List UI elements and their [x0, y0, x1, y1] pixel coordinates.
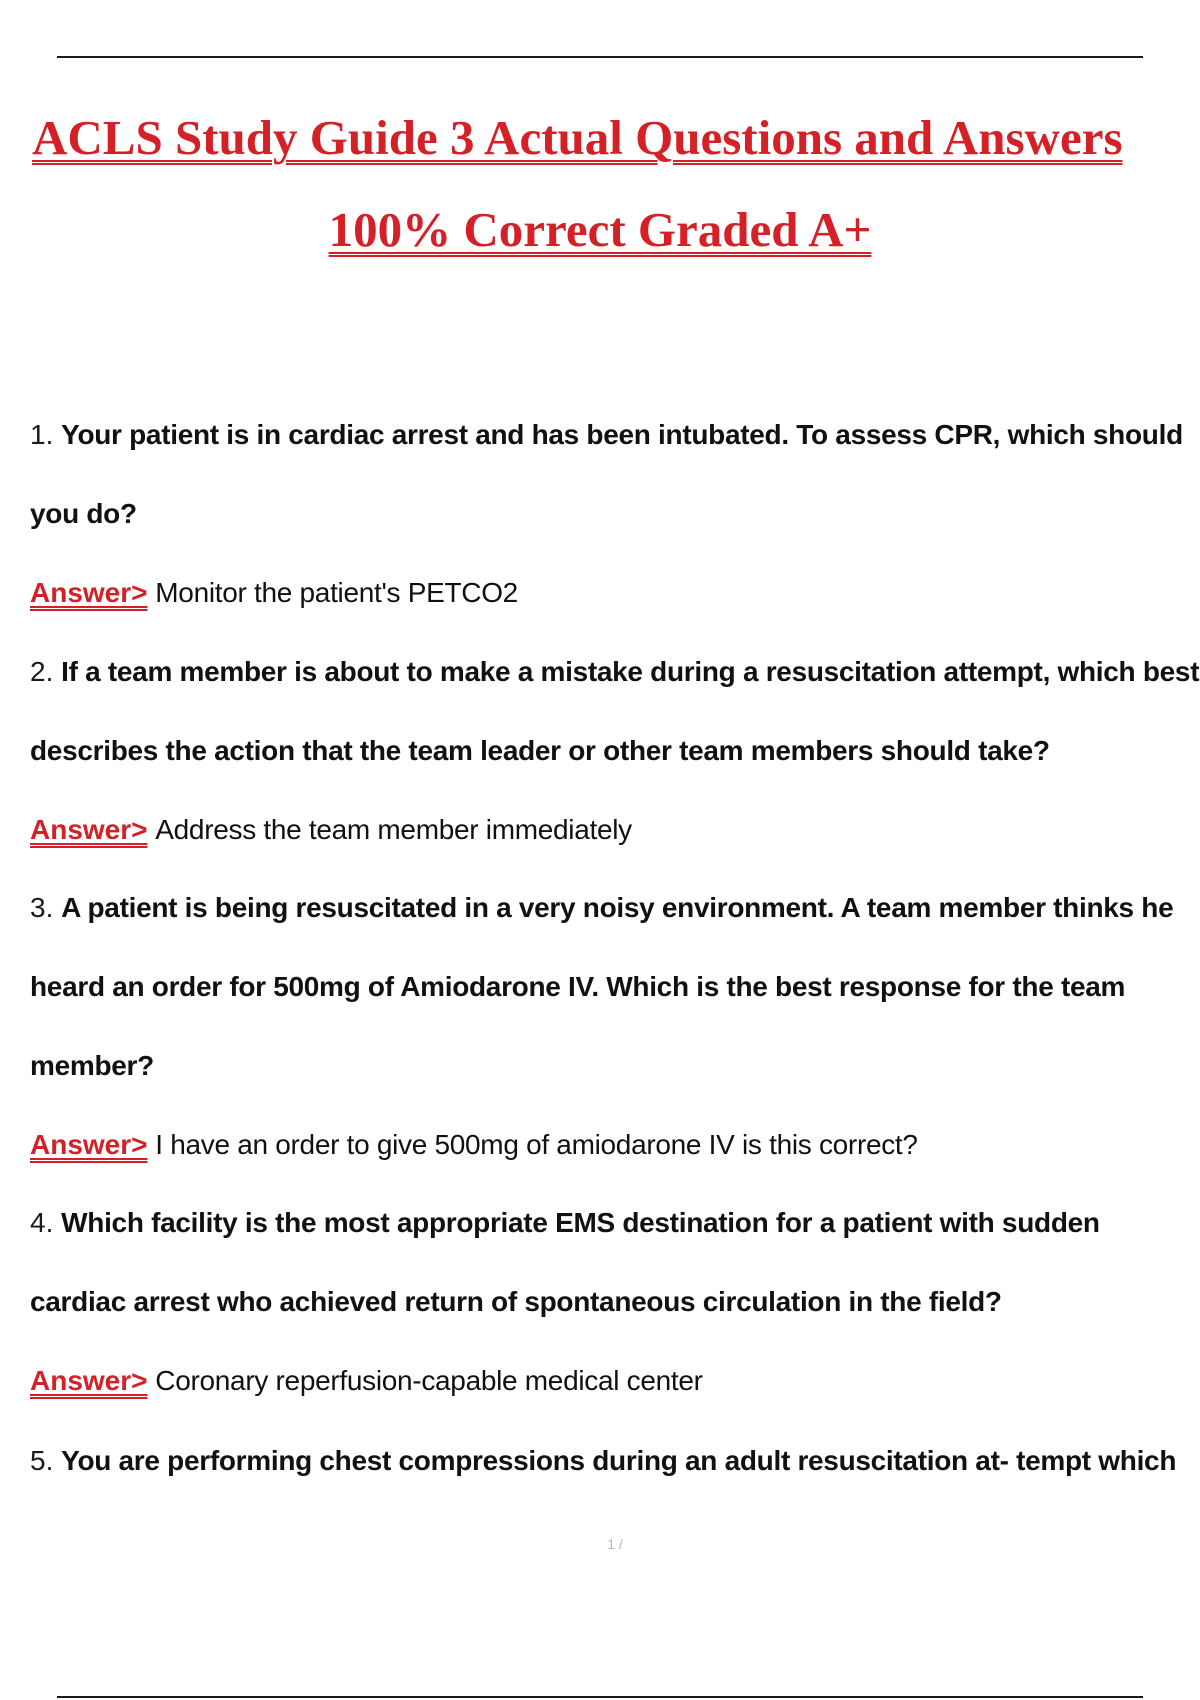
question-number: 3.	[30, 892, 54, 923]
answer-text: Monitor the patient's PETCO2	[155, 577, 518, 608]
question-1	[30, 395, 1200, 632]
bottom-rule	[57, 1696, 1143, 1698]
answer-text: I have an order to give 500mg of amiodarone IV is this correct?	[155, 1129, 918, 1160]
question-line: Your patient is in cardiac arrest and has been intubated. To assess CPR, which should	[61, 419, 1183, 450]
answer-label: Answer>	[30, 577, 148, 608]
question-text	[30, 868, 1200, 947]
question-line: You are performing chest compressions during an adult resuscitation at- tempt which	[61, 1445, 1177, 1476]
question-text	[30, 395, 1200, 474]
question-line: describes the action that the team leader or other team members should take?	[30, 735, 1050, 766]
answer	[30, 553, 1200, 632]
answer-label: Answer>	[30, 1129, 148, 1160]
answer-text: Coronary reperfusion-capable medical center	[155, 1365, 703, 1396]
question-number: 4.	[30, 1207, 54, 1238]
question-2	[30, 632, 1200, 869]
document-title-line-2: 100% Correct Graded A+	[328, 202, 872, 257]
question-5	[30, 1421, 1200, 1500]
page-number: 1 /	[607, 1536, 623, 1552]
question-3	[30, 868, 1200, 1184]
question-line: If a team member is about to make a mistake during a resuscitation attempt, which best	[61, 656, 1200, 687]
question-line: Which facility is the most appropriate EMS destination for a patient with sudden	[61, 1207, 1100, 1238]
question-number: 5.	[30, 1445, 54, 1476]
answer	[30, 790, 1200, 869]
answer	[30, 1105, 1200, 1184]
answer	[30, 1341, 1200, 1420]
question-line: heard an order for 500mg of Amiodarone IV. Which is the best response for the team	[30, 971, 1126, 1002]
top-rule	[57, 56, 1143, 58]
answer-label: Answer>	[30, 814, 148, 845]
question-text	[30, 632, 1200, 711]
document-title-line-1: ACLS Study Guide 3 Actual Questions and Answers	[32, 110, 1123, 165]
question-number: 2.	[30, 656, 54, 687]
question-line: member?	[30, 1050, 154, 1081]
question-text	[30, 1421, 1200, 1500]
question-text	[30, 1183, 1200, 1262]
question-number: 1.	[30, 419, 54, 450]
question-4	[30, 1183, 1200, 1420]
question-line: A patient is being resuscitated in a very noisy environment. A team member thinks he	[61, 892, 1174, 923]
answer-text: Address the team member immediately	[155, 814, 632, 845]
question-line: cardiac arrest who achieved return of spontaneous circulation in the field?	[30, 1286, 1002, 1317]
answer-label: Answer>	[30, 1365, 148, 1396]
question-line: you do?	[30, 498, 137, 529]
